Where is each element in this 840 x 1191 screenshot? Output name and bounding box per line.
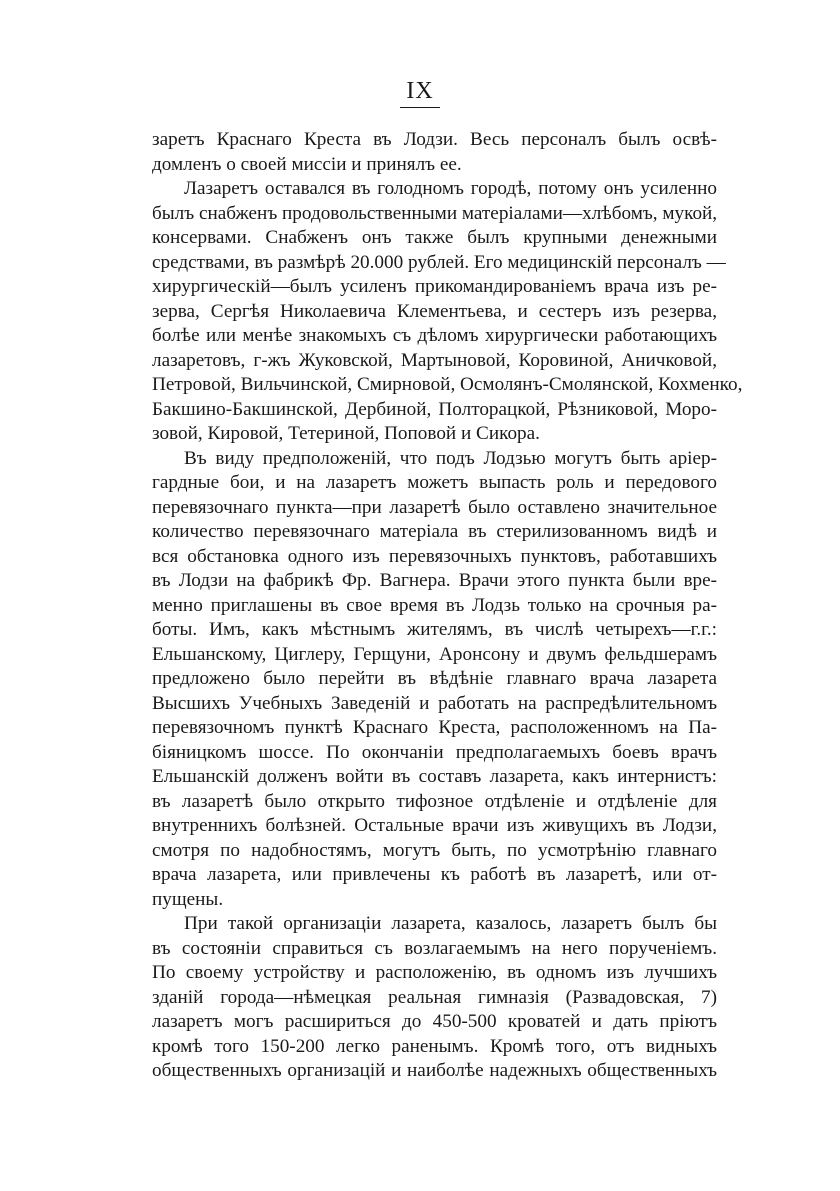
paragraph bbox=[152, 128, 717, 177]
paragraph bbox=[152, 447, 717, 913]
text-line: вся обстановка одного изъ перевязочныхъ пунктовъ, работавшихъ bbox=[152, 545, 717, 567]
text-line: Въ виду предположеній, что подъ Лодзью могутъ быть аріер- bbox=[184, 447, 717, 469]
text-line: гардные бои, и на лазаретъ можетъ выпасть роль и передового bbox=[152, 472, 717, 493]
text-line: консервами. Снабженъ онъ также былъ крупными денежными bbox=[152, 227, 717, 248]
text-line: въ Лодзи на фабрикѣ Фр. Вагнера. Врачи этого пункта были вре- bbox=[152, 570, 717, 591]
text-line: менно приглашены въ свое время въ Лодзь только на срочныя ра- bbox=[152, 594, 717, 616]
text-line: Ельшанскому, Циглеру, Герщуни, Аронсону и двумъ фельдшерамъ bbox=[152, 643, 717, 665]
text-line: Петровой, Вильчинской, Смирновой, Осмолянъ-Смолянской, Кохменко, bbox=[152, 374, 743, 395]
text-line: въ лазаретѣ было открыто тифозное отдѣленіе и отдѣленіе для bbox=[152, 790, 717, 812]
text-line: лазаретъ могъ расшириться до 450-500 кроватей и дать пріютъ bbox=[152, 1011, 717, 1032]
text-line: болѣе или менѣе знакомыхъ съ дѣломъ хирургически работающихъ bbox=[152, 325, 717, 346]
text-line: предложено было перейти въ вѣдѣніе главнаго врача лазарета bbox=[152, 668, 717, 689]
paragraph bbox=[152, 912, 717, 1084]
text-line: зданій города—нѣмецкая реальная гимназія (Развадовская, 7) bbox=[152, 986, 717, 1008]
text-line: Бакшино-Бакшинской, Дербиной, Полторацкой, Рѣзниковой, Моро- bbox=[152, 398, 717, 420]
text-line: въ состояніи справиться съ возлагаемымъ на него порученіемъ. bbox=[152, 937, 717, 959]
text-line: біяницкомъ шоссе. По окончаніи предполагаемыхъ боевъ врачъ bbox=[152, 741, 717, 763]
text-line: заретъ Краснаго Креста въ Лодзи. Весь персоналъ былъ освѣ- bbox=[152, 129, 717, 150]
text-line: перевязочнаго пункта—при лазаретѣ было оставлено значительное bbox=[152, 496, 717, 518]
page-number bbox=[0, 78, 840, 108]
text-line: смотря по надобностямъ, могутъ быть, по усмотрѣнію главнаго bbox=[152, 839, 717, 861]
text-line: внутреннихъ болѣзней. Остальные врачи изъ живущихъ въ Лодзи, bbox=[152, 815, 717, 836]
paragraph bbox=[152, 177, 743, 447]
text-line: пущены. bbox=[152, 888, 224, 910]
text-line: перевязочномъ пунктѣ Краснаго Креста, расположенномъ на Па- bbox=[152, 717, 717, 738]
page-number-label: IX bbox=[400, 78, 439, 108]
text-line: общественныхъ организацій и наиболѣе надежныхъ общественныхъ bbox=[152, 1060, 717, 1081]
text-line: кромѣ того 150-200 легко раненымъ. Кромѣ того, отъ видныхъ bbox=[152, 1035, 717, 1057]
text-line: домленъ о своей миссіи и принялъ ее. bbox=[152, 153, 462, 175]
text-line: хирургическій—былъ усиленъ прикомандированіемъ врача изъ ре- bbox=[152, 276, 717, 297]
text-line: врача лазарета, или привлечены къ работѣ въ лазаретѣ, или от- bbox=[152, 864, 717, 885]
text-line: Высшихъ Учебныхъ Заведеній и работать на распредѣлительномъ bbox=[152, 692, 717, 714]
text-line: средствами, въ размѣрѣ 20.000 рублей. Его медицинскій персоналъ — bbox=[152, 251, 726, 273]
text-line: зерва, Сергѣя Николаевича Клементьева, и сестеръ изъ резерва, bbox=[152, 300, 717, 322]
text-line: былъ снабженъ продовольственными матеріалами—хлѣбомъ, мукой, bbox=[152, 202, 718, 224]
text-line: Ельшанскій долженъ войти въ составъ лазарета, какъ интернистъ: bbox=[152, 766, 717, 787]
text-line: При такой организаціи лазарета, казалось, лазаретъ былъ бы bbox=[184, 913, 717, 934]
text-line: количество перевязочнаго матеріала въ стерилизованномъ видѣ и bbox=[152, 521, 717, 542]
text-line: зовой, Кировой, Тетериной, Поповой и Сикора. bbox=[152, 423, 540, 444]
text-line: лазаретовъ, г-жъ Жуковской, Мартыновой, Коровиной, Аничковой, bbox=[152, 349, 717, 371]
text-line: Лазаретъ оставался въ голодномъ городѣ, потому онъ усиленно bbox=[184, 178, 717, 199]
text-line: боты. Имъ, какъ мѣстнымъ жителямъ, въ числѣ четырехъ—г.г.: bbox=[152, 619, 717, 640]
text-line: По своему устройству и расположенію, въ одномъ изъ лучшихъ bbox=[152, 962, 717, 983]
body-text bbox=[152, 128, 743, 1084]
